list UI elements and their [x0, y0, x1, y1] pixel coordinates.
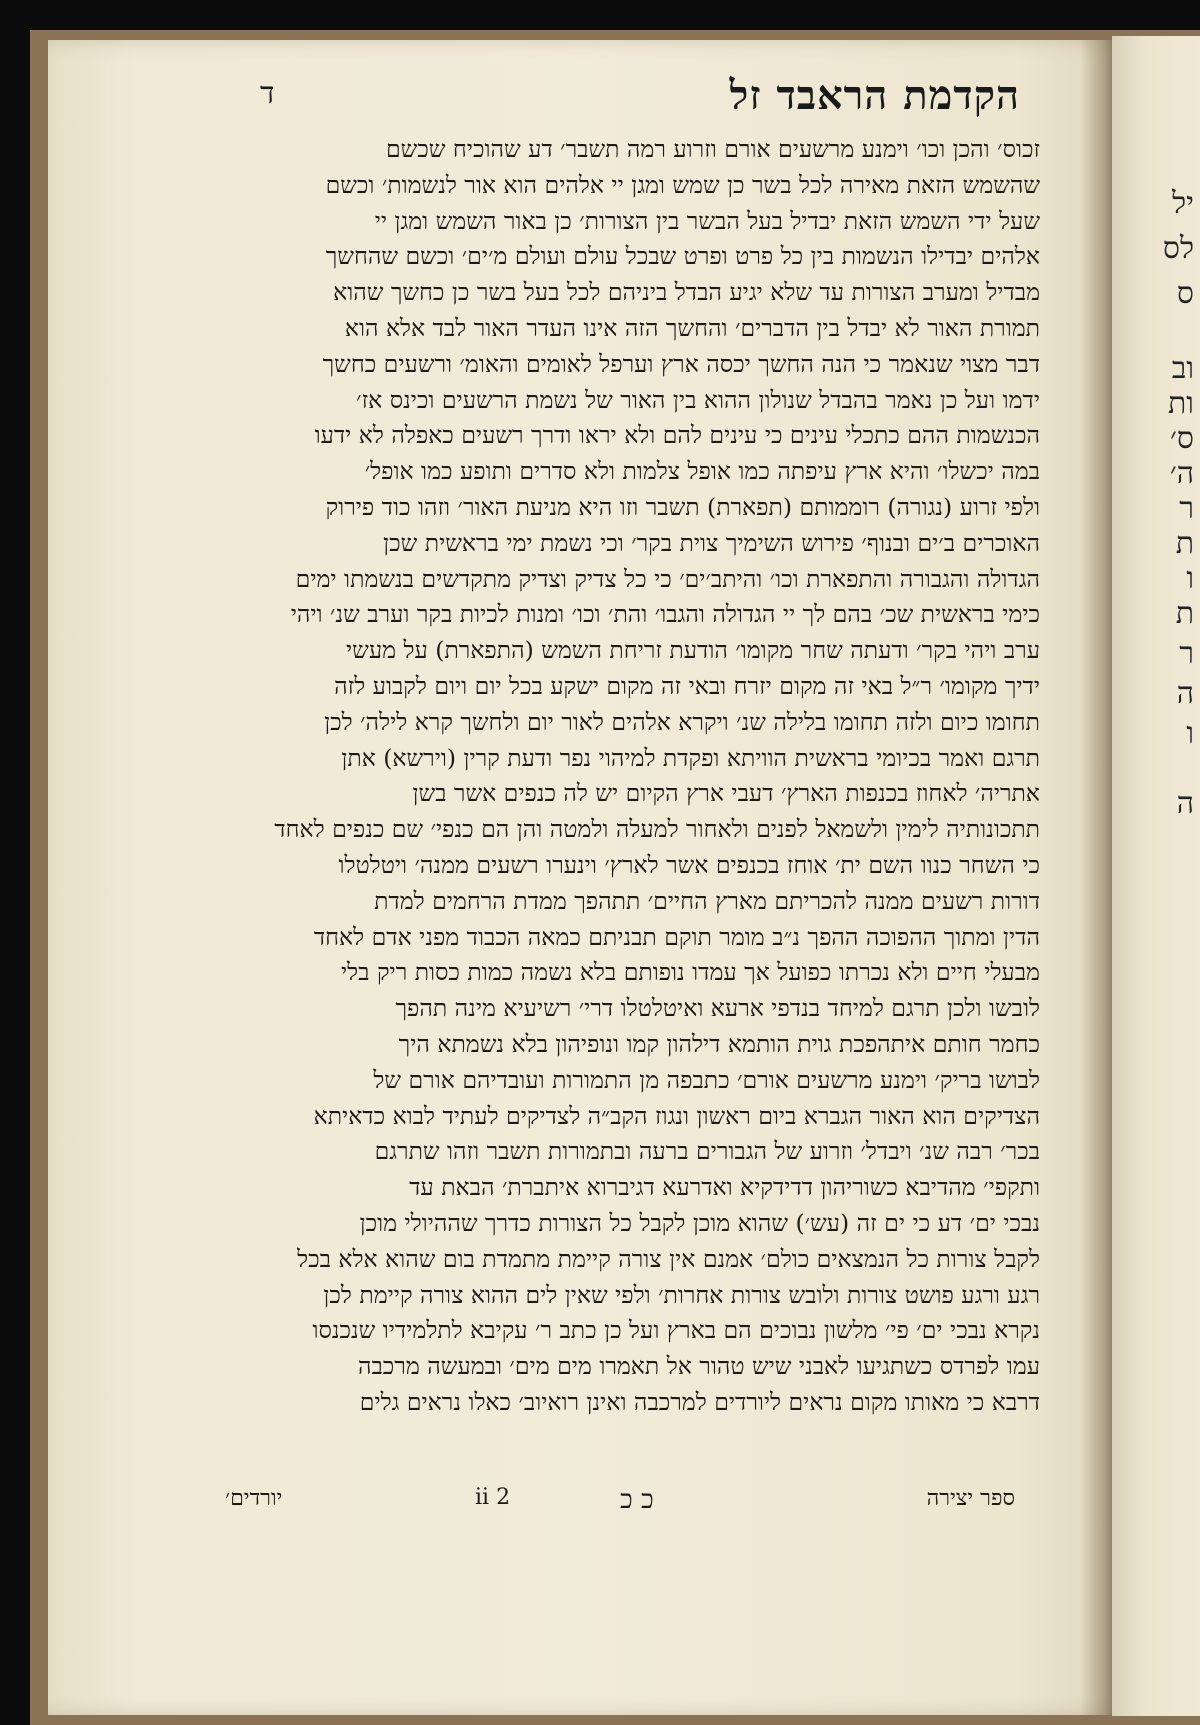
facing-page-fragment: ו [1186, 716, 1194, 751]
text-line: מבעלי חיים ולא נכרתו כפועל אך עמדו נופותם בלא נשמה כמות כסות ריק בלי [341, 958, 1040, 987]
facing-page-fragment: ר [1179, 491, 1194, 526]
text-line: תמורת האור לא יבדל בין הדברים׳ והחשך הזה אינו העדר האור לבד אלא הוא [344, 313, 1040, 342]
running-head [60, 72, 1020, 128]
text-line: ידמו ועל כן נאמר בהבדל שנולון ההוא בין האור של נשמת הרשעים וכינס אז׳ [356, 385, 1040, 414]
folio-mark: ד [260, 76, 275, 111]
facing-page-fragment: ת [1175, 596, 1194, 631]
text-line: הדין ומתוך ההפוכה ההפך נ״ב מומר תוקם תבניתם כמאה הכבוד מפני אדם לאחד [313, 922, 1040, 951]
text-line: רגע ורגע פושט צורות ולובש צורות אחרות׳ ולפי שאין לים ההוא צורה קיימת לכן [323, 1280, 1040, 1309]
facing-page-fragment: ו [1186, 561, 1194, 596]
text-line: לבושו בריק׳ וימנע מרשעים אורם׳ כתבפה מן התמורות ועובדיהם אורם של [373, 1065, 1040, 1094]
footer-mark: כ כ [620, 1485, 654, 1515]
text-line: הכנשמות ההם כתכלי עינים כי עינים להם ולא יראו ודרך רשעים כאפלה לא ידעו [314, 421, 1040, 450]
text-line: כי השחר כנוו השם ית׳ אוחז בכנפים אשר לארץ׳ וינערו רשעים ממנה׳ ויטלטלו [338, 850, 1040, 879]
page-footer [225, 1485, 1015, 1521]
text-line: בכר׳ רבה שנ׳ ויבדל׳ וזרוע של הגבורים ברעה ובתמורות תשבר וזהו שתרגם [374, 1137, 1040, 1166]
facing-page-fragment: לס [1162, 231, 1194, 266]
footer-number: ii 2 [475, 1485, 511, 1510]
text-line: האוכרים ב׳ים ובנוף׳ פירוש השימיך צוית בקר׳ וכי נשמת ימי בראשית שכן [383, 528, 1040, 557]
text-line: במה יכשלו׳ והיא ארץ עיפתה כמו אופל צלמות ולא סדרים ותופע כמו אופל׳ [364, 457, 1040, 486]
text-line: דבר מצוי שנאמר כי הנה החשך יכסה ארץ וערפל לאומים והאומ׳ ורשעים כחשך [322, 349, 1040, 378]
text-line: אתריה׳ לאחוז בכנפות הארץ׳ דעבי ארץ הקיום יש לה כנפים אשר בשן [412, 779, 1040, 808]
text-line: עמו לפרדס כשתגיעו לאבני שיש טהור אל תאמרו מים מים׳ ובמעשה מרכבה [357, 1352, 1040, 1381]
text-line: שעל ידי השמש הזאת יבדיל בעל הבשר בין הצורות׳ כן באור השמש ומגן יי [374, 206, 1040, 235]
main-text-block [70, 132, 1040, 1421]
facing-page-fragment: ר [1179, 636, 1194, 671]
footer-signature: ספר יצירה [926, 1486, 1015, 1511]
text-line: זכוס׳ והכן וכו׳ וימנע מרשעים אורם וזרוע רמה תשבר׳ דע שהוכיח שכשם [386, 135, 1040, 163]
facing-page-fragment: ה׳ [1169, 456, 1194, 491]
facing-page-fragment: ס׳ [1170, 421, 1194, 456]
text-line: אלהים יבדילו הנשמות בין כל פרט ופרט שבכל עולם ועולם מ׳ים׳ וכשם שהחשך [325, 242, 1040, 271]
text-line: תתכונותיה לימין ולשמאל לפנים ולאחור למעלה ולמטה והן הם כנפי׳ שם כנפים לאחד [274, 815, 1040, 844]
text-line: תחומו כיום ולזה תחומו בלילה שנ׳ ויקרא אלהים לאור יום ולחשך קרא לילה׳ לכן [324, 707, 1040, 736]
text-line: דורות רשעים ממנה להכריתם מארץ החיים׳ תתהפך ממדת הרחמים למדת [374, 886, 1040, 915]
text-line: ותקפי׳ מהדיבא כשוריהון דדידקיא ואדרעא דגיברוא איתברת׳ הבאת עד [409, 1173, 1040, 1202]
page-title: הקדמת הראבד זל [729, 72, 1020, 119]
text-line: כימי בראשית שכ׳ בהם לך יי הגדולה והגבו׳ והת׳ וכו׳ ומנות לכיות בקר וערב שנ׳ ויהי [290, 600, 1040, 629]
text-line: מבדיל ומערב הצורות עד שלא יגיע הבדל ביניהם לכל בעל בשר כן כחשך שהוא [333, 278, 1040, 307]
facing-page [1112, 36, 1200, 1716]
text-line: ולפי זרוע (נגורה) רוממותם (תפארת) תשבר וזו היא מניעת האור׳ וזהו כוד פירוק [325, 492, 1040, 521]
facing-page-fragment: ות [1168, 386, 1194, 421]
text-line: ידיך מקומו׳ ר״ל באי זה מקום יזרח ובאי זה מקום ישקע בכל יום ויום לקבוע לזה [334, 671, 1040, 700]
text-line: דרבא כי מאותו מקום נראים ליורדים למרכבה ואינן רואיוב׳ כאלו נראים גלים [359, 1387, 1040, 1416]
text-line: לקבל צורות כל הנמצאים כולם׳ אמנם אין צורה קיימת מתמדת בום שהוא אלא בכל [297, 1244, 1040, 1273]
text-line: נבכי ים׳ דע כי ים זה (עש׳) שהוא מוכן לקבל כל הצורות כדרך שההיולי מוכן [359, 1208, 1040, 1237]
facing-page-fragment: ה [1176, 676, 1194, 711]
facing-page-fragment: ס [1176, 276, 1194, 311]
text-line: ערב ויהי בקר׳ ודעתה שחר מקומו׳ הודעת זריחת השמש (התפארת) על מעשי [346, 636, 1040, 665]
text-line: הצדיקים הוא האור הגברא ביום ראשון ונגוז הקב״ה לצדיקים לעתיד לבוא כדאיתא [313, 1101, 1040, 1130]
text-line: לובשו ולכן תרגם למיחד בנדפי ארעא ואיטלטלו דרי׳ רשיעיא מינה תהפך [395, 994, 1040, 1023]
text-line: נקרא נבכי ים׳ פי׳ מלשון נבוכים הם בארץ ועל כן כתב ר׳ עקיבא לתלמידיו שנכנסו [312, 1316, 1040, 1345]
facing-page-fragment: ה [1176, 786, 1194, 821]
text-line: הגדולה והגבורה והתפארת וכו׳ והיתב׳ים׳ כי כל צדיק וצדיק מתקדשים בנשמתו ימים [295, 564, 1040, 593]
text-line: כחמר חותם איתהפכת גוית הותמא דילהון קמו ונופיהון בלא נשמתא היך [398, 1029, 1040, 1058]
text-line: שהשמש הזאת מאירה לכל בשר כן שמש ומגן יי אלהים הוא אור לנשמות׳ וכשם [325, 170, 1040, 199]
facing-page-fragment: וב [1171, 351, 1194, 386]
text-line: תרגם ואמר בכיומי בראשית הוויתא ופקדת למיהוי נפר ודעת קרין (וירשא) אתן [341, 743, 1040, 772]
facing-page-fragment: ת [1175, 526, 1194, 561]
footer-catchword: יורדים׳ [225, 1486, 283, 1511]
facing-page-fragment: יל [1172, 186, 1194, 221]
